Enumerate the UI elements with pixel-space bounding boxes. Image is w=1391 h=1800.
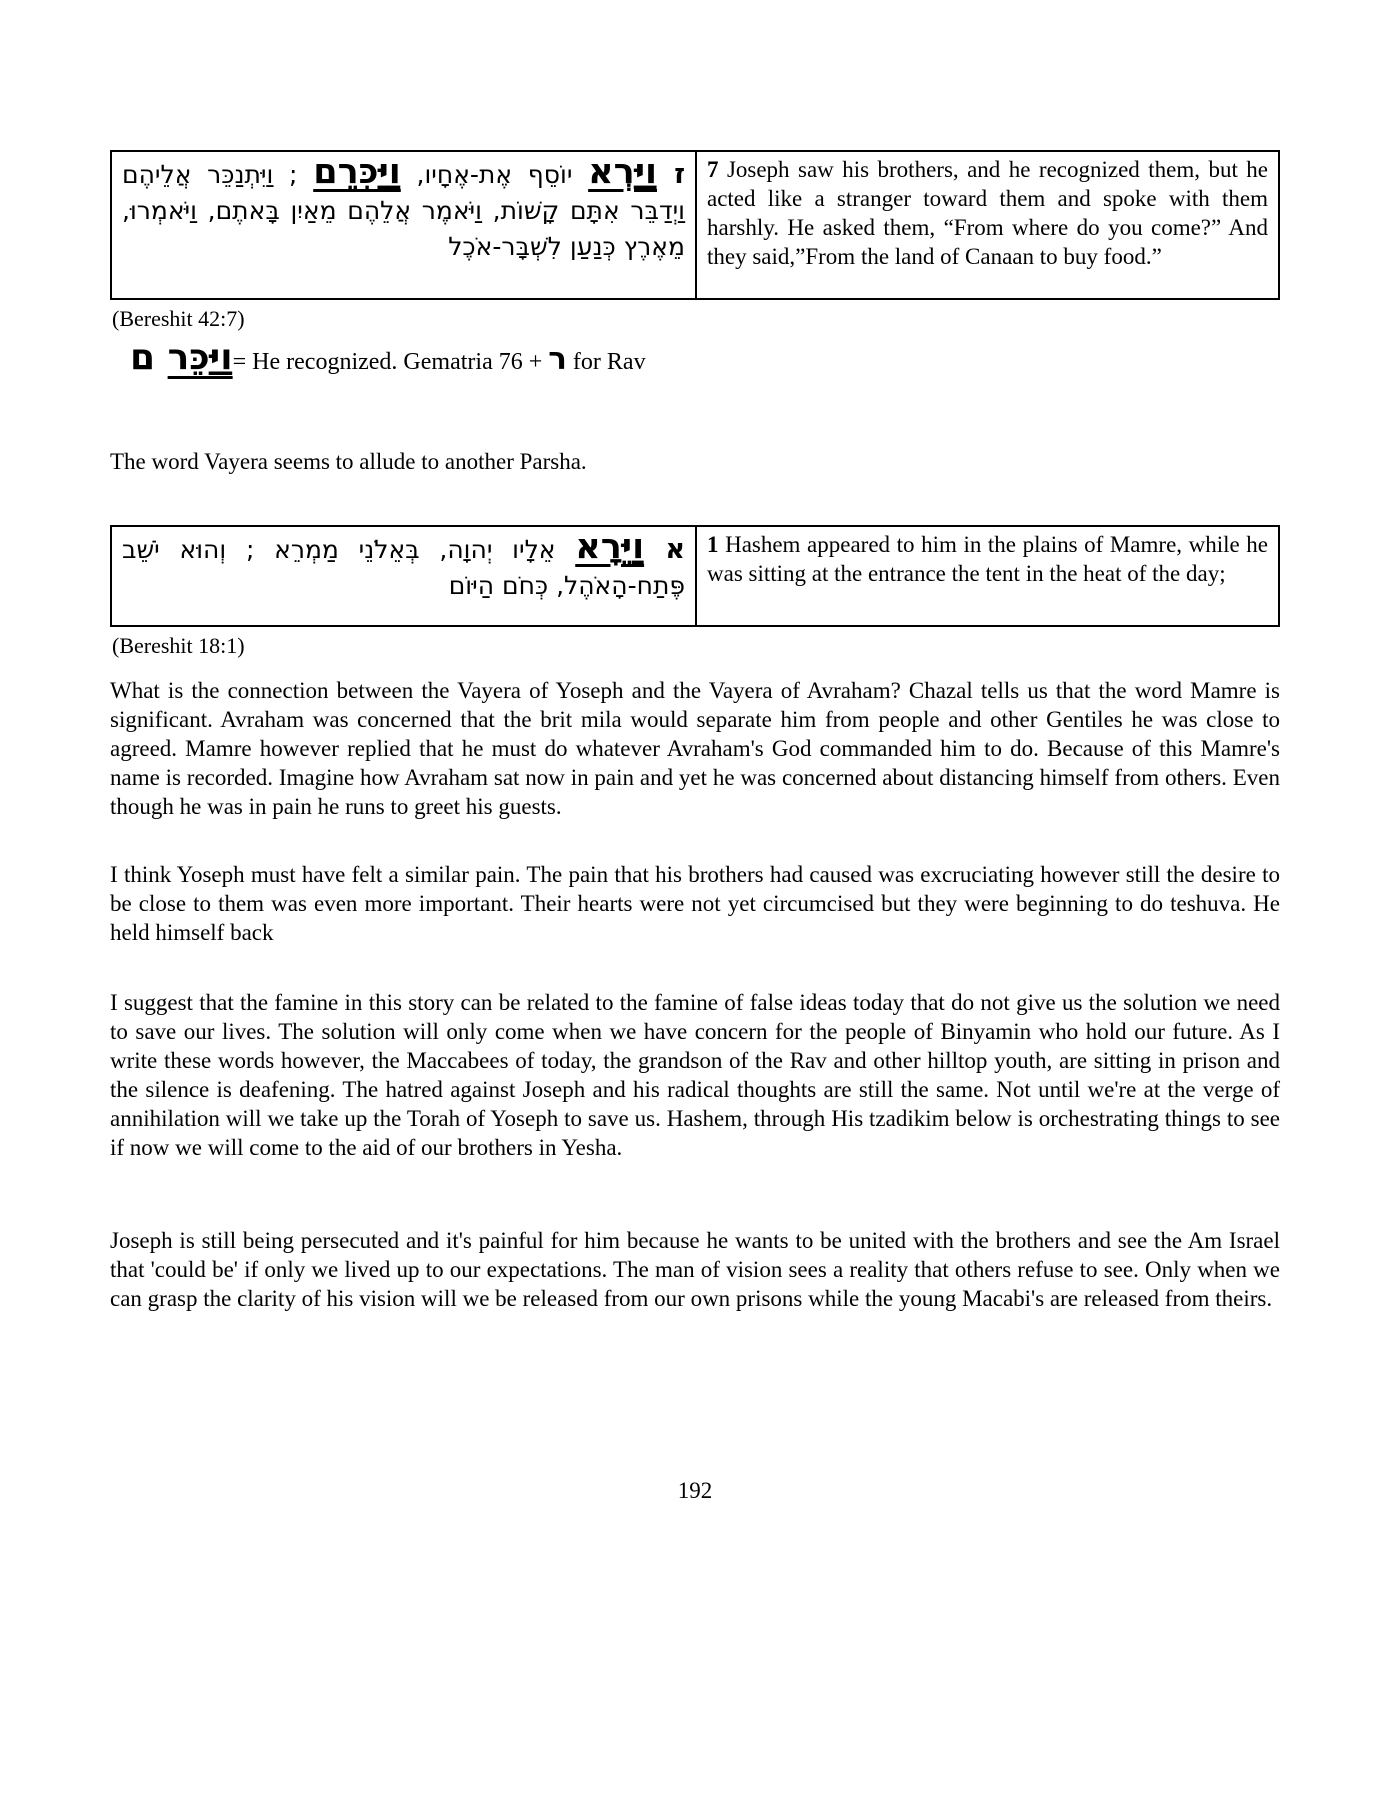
english-translation-text: Joseph saw his brothers, and he recognized them, but he acted like a stranger toward them and spoke with them harshly. He asked them, “From where do you come?” And they said,”From the land of Canaan to buy food.”: [707, 157, 1268, 269]
hebrew-verse-cell-42-7: [112, 152, 695, 298]
hebrew-verse-text: יוֹסֵף אֶת-אֶחָיו,: [400, 160, 589, 189]
note-line: The word Vayera seems to allude to another Parsha.: [110, 449, 587, 474]
hebrew-letter-resh: ר: [548, 341, 567, 377]
english-translation-cell-42-7: [695, 152, 1278, 298]
verse-table-bereshit-42-7: [110, 150, 1280, 300]
hebrew-verse-text-cont: ; וַיִּתְנַכֵּר אֲלֵיהֶם וַיְדַבֵּר אִתָּם קָשׁוֹת, וַיֹּאמֶר אֲלֵהֶם מֵאַיִן בָּאתֶם, וַיֹּאמְרוּ, מֵאֶרֶץ כְּנַעַן לִשְׁבָּר-אֹכֶל: [122, 160, 685, 261]
commentary-paragraph-4: Joseph is still being persecuted and it's painful for him because he wants to be united with the brothers and see the Am Israel that 'could be' if only we lived up to our expectations. The man of vision sees a reality that others refuse to see. Only when we can grasp the clarity of his vision will we be released from our own prisons while the young Macabi's are released from theirs.: [110, 1228, 1280, 1311]
verse-citation-42-7: (Bereshit 42:7): [112, 306, 245, 331]
gematria-note: [130, 337, 646, 378]
commentary-paragraph-2: I think Yoseph must have felt a similar pain. The pain that his brothers had caused was excruciating however still the desire to be close to them was even more important. Their hearts were not yet circumcised but they were beginning to do teshuva. He held himself back: [110, 862, 1280, 945]
hebrew-verse-number: ז: [657, 159, 686, 190]
hebrew-keyword-vayar: וַיַּרְא: [588, 152, 658, 192]
english-translation-cell-18-1: [695, 527, 1278, 625]
hebrew-word-vayaker-underlined: וַיַּכֵּר: [167, 337, 233, 378]
commentary-paragraph-1: What is the connection between the Vayera of Yoseph and the Vayera of Avraham? Chazal tells us that the word Mamre is significant. Avraham was concerned that the brit mila would separate him from people and other Gentiles he was close to agreed. Mamre however replied that he must do whatever Avraham's God commanded him to do. Because of this Mamre's name is recorded. Imagine how Avraham sat now in pain and yet he was concerned about distancing himself from others. Even though he was in pain he runs to greet his guests.: [110, 678, 1280, 819]
english-translation-text-2: Hashem appeared to him in the plains of Mamre, while he was sitting at the entrance the tent in the heat of the day;: [707, 532, 1268, 586]
english-verse-number: 7: [707, 157, 719, 182]
hebrew-word-vayaker: [130, 337, 233, 378]
verse-table-bereshit-18-1: [110, 525, 1280, 627]
page-number: 192: [677, 1478, 713, 1503]
hebrew-verse-number-2: א: [644, 534, 685, 565]
hebrew-verse-text-2: אֵלָיו יְהוָה, בְּאֵלֹנֵי מַמְרֵא ; וְהוּא יֹשֵׁב פֶּתַח-הָאֹהֶל, כְּחֹם הַיּוֹם: [122, 535, 685, 600]
hebrew-verse-cell-18-1: [112, 527, 695, 625]
gematria-text: = He recognized. Gematria 76 +: [232, 349, 549, 375]
commentary-paragraph-3: I suggest that the famine in this story can be related to the famine of false ideas today that do not give us the solution we need to save our lives. The solution will only come when we have concern for the people of Binyamin who hold our future. As I write these words however, the Maccabees of today, the grandson of the Rav and other hilltop youth, are sitting in prison and the silence is deafening. The hatred against Joseph and his radical thoughts are still the same. Not until we're at the verge of annihilation will we take up the Torah of Yoseph to save us. Hashem, through His tzadikim below is orchestrating things to see if now we will come to the aid of our brothers in Yesha.: [110, 990, 1280, 1160]
english-verse-number-2: 1: [707, 532, 719, 557]
hebrew-keyword-vayera: וַיֵּרָא: [575, 527, 645, 567]
hebrew-final-mem: ם: [130, 337, 168, 378]
hebrew-keyword-vayakirem: וַיַּכִּרֵם: [313, 152, 401, 192]
verse-citation-18-1: (Bereshit 18:1): [112, 633, 245, 658]
gematria-text-tail: for Rav: [566, 349, 646, 375]
